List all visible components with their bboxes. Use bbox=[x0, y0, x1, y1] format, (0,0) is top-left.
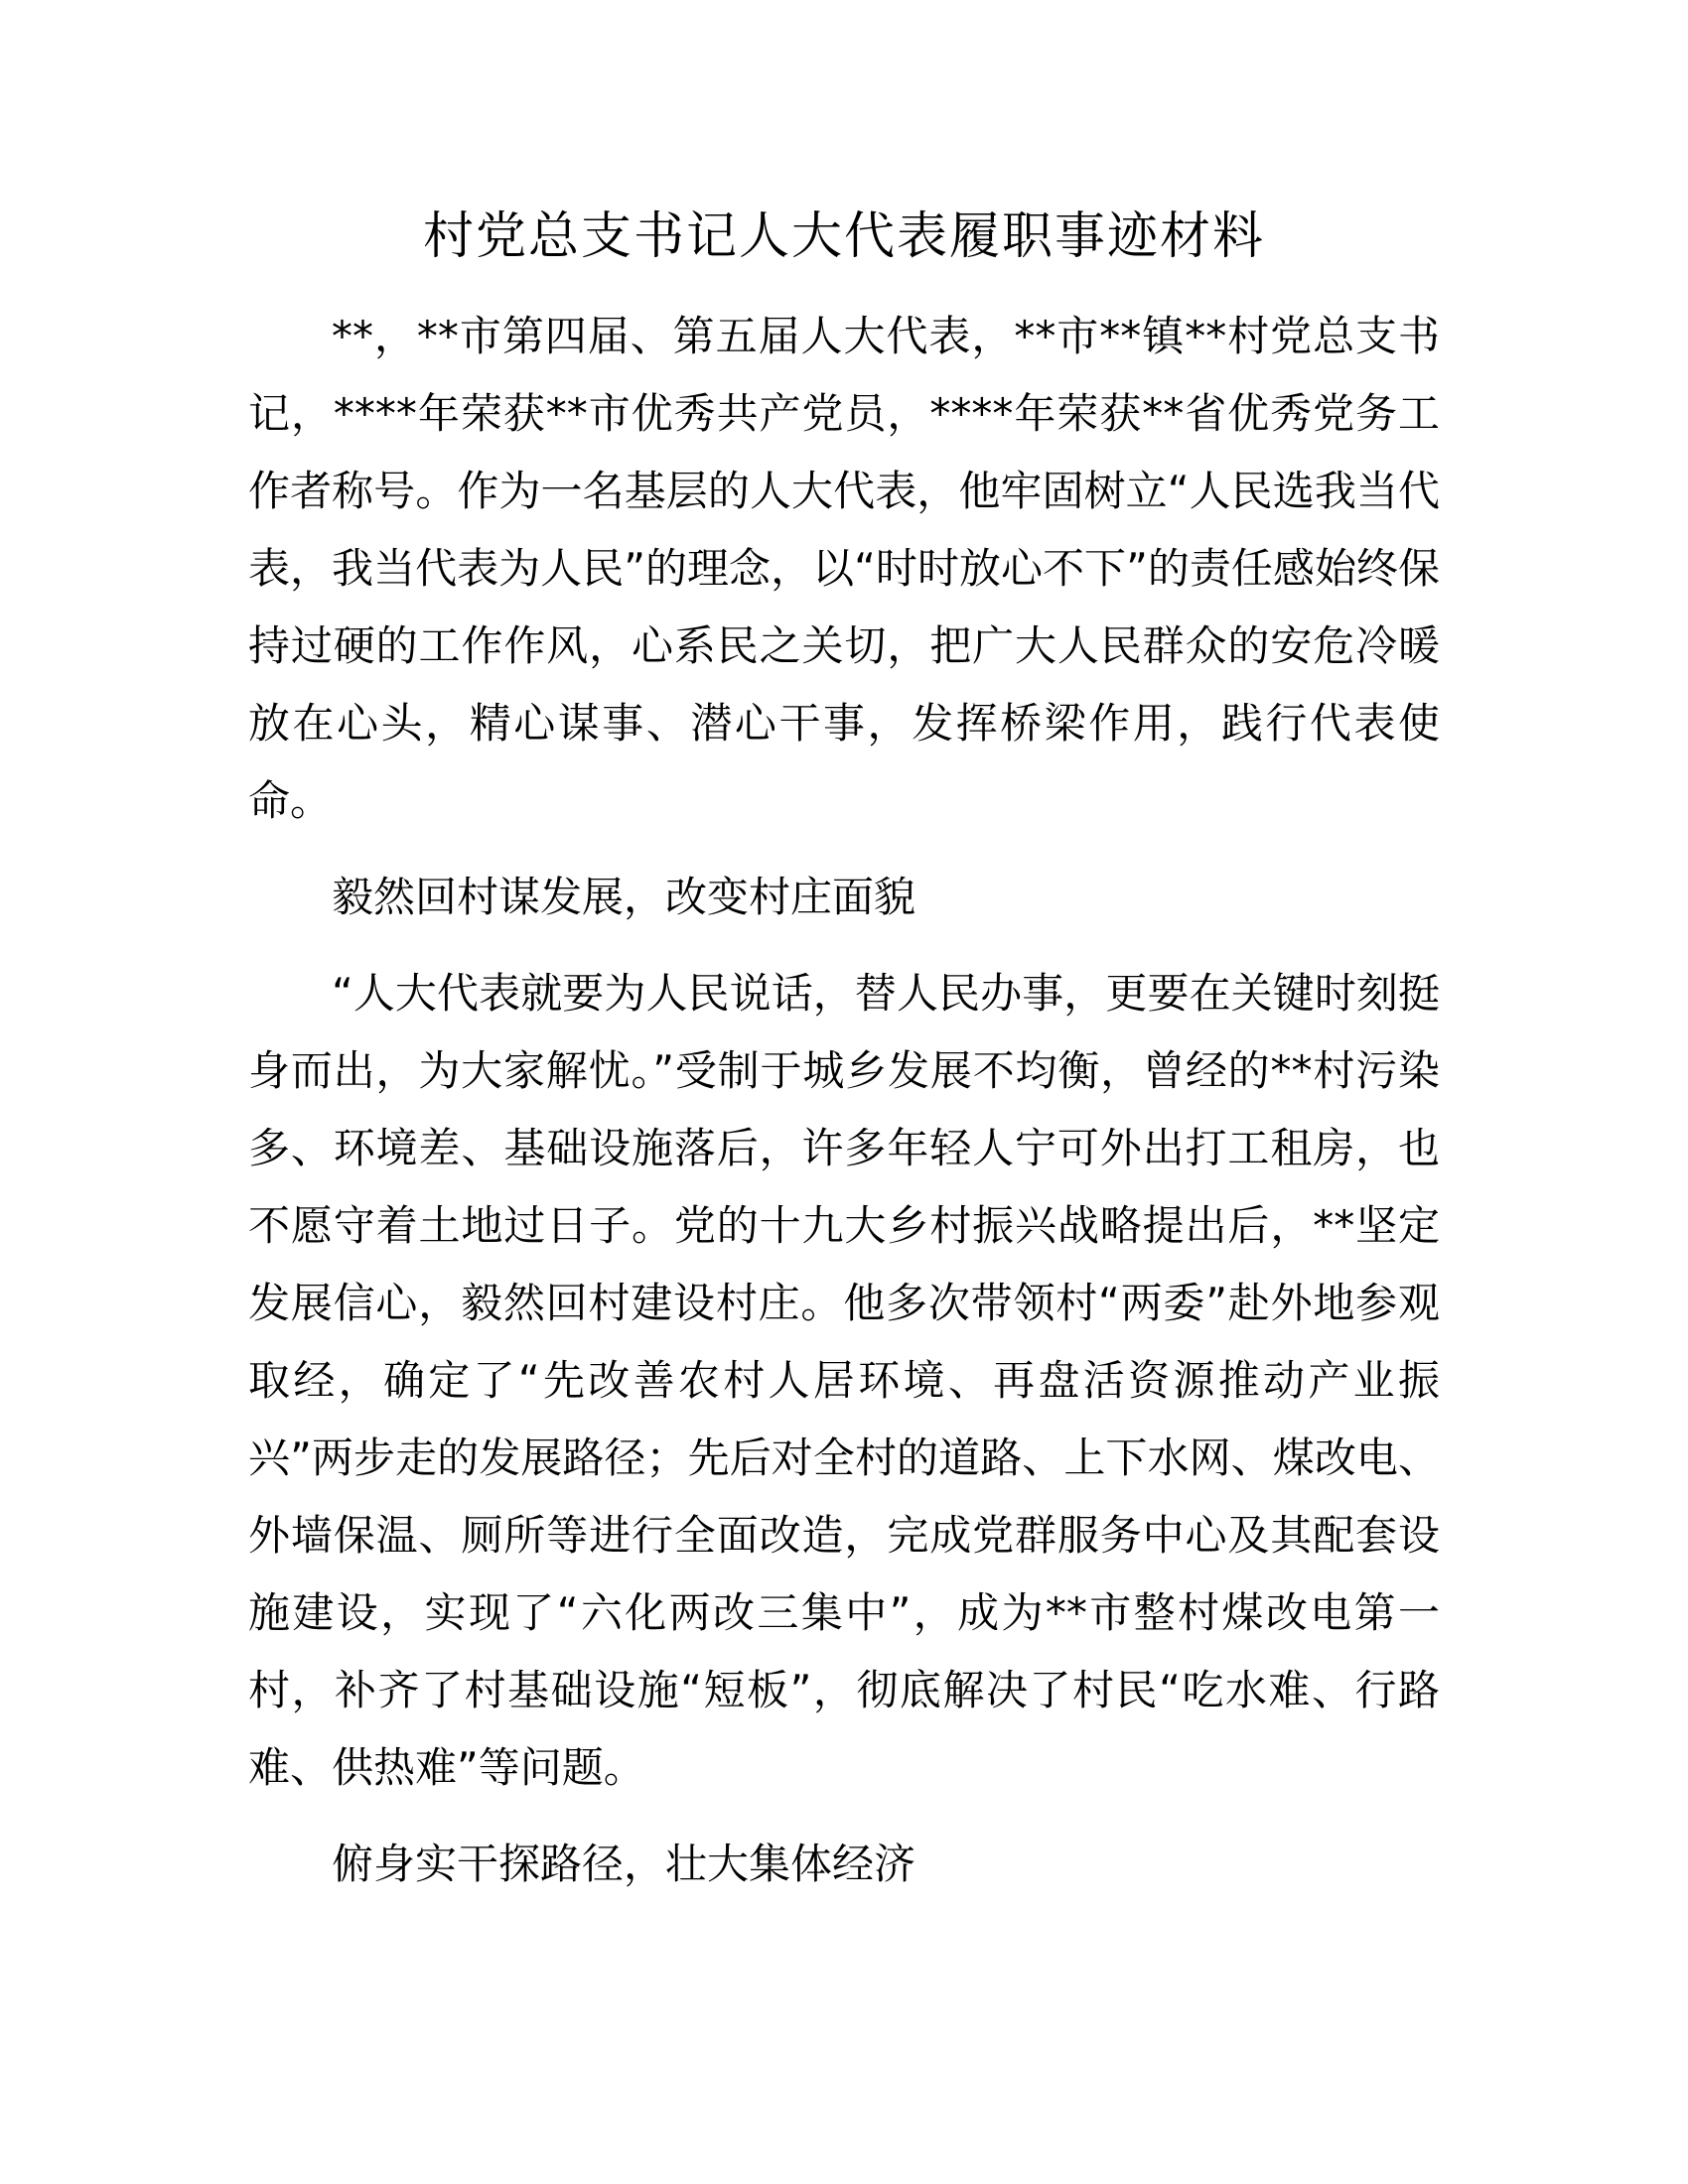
body-paragraph: “人大代表就要为人民说话，替人民办事，更要在关键时刻挺身而出，为大家解忧。”受制于城乡发展不均衡，曾经的**村污染多、环境差、基础设施落后，许多年轻人宁可外出打工租房，也不愿守着土地过日子。党的十九大乡村振兴战略提出后，**坚定发展信心，毅然回村建设村庄。他多次带领村“两委”赴外地参观取经，确定了“先改善农村人居环境、再盘活资源推动产业振兴”两步走的发展路径；先后对全村的道路、上下水网、煤改电、外墙保温、厕所等进行全面改造，完成党群服务中心及其配套设施建设，实现了“六化两改三集中”，成为**市整村煤改电第一村，补齐了村基础设施“短板”，彻底解决了村民“吃水难、行路难、供热难”等问题。 bbox=[248, 969, 1440, 1792]
intro-paragraph: **，**市第四届、第五届人大代表，**市**镇**村党总支书记，****年荣获**市优秀共产党员，****年荣获**省优秀党务工作者称号。作为一名基层的人大代表，他牢固树立“人民选我当代表，我当代表为人民”的理念，以“时时放心不下”的责任感始终保持过硬的工作作风，心系民之关切，把广大人民群众的安危冷暖放在心头，精心谋事、潜心干事，发挥桥梁作用，践行代表使命。 bbox=[248, 312, 1440, 825]
section-heading: 俯身实干探路径，壮大集体经济 bbox=[332, 1840, 916, 1888]
document-body bbox=[248, 298, 1440, 1922]
document-title: 村党总支书记人大代表履职事迹材料 bbox=[422, 207, 1265, 266]
section-heading: 毅然回村谋发展，改变村庄面貌 bbox=[332, 873, 916, 921]
